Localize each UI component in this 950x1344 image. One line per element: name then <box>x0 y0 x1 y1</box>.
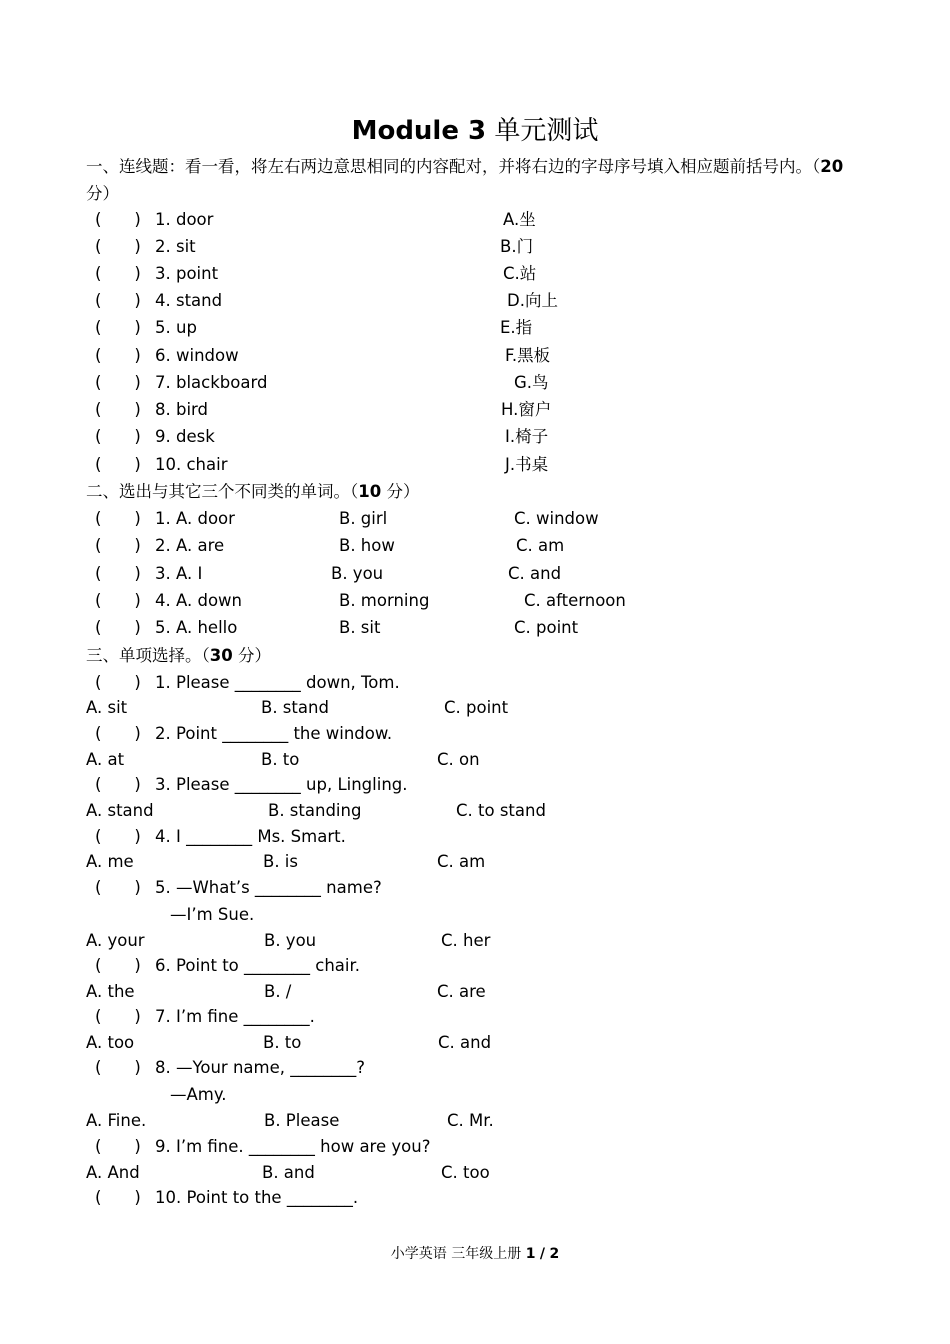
match-option: F.黑板 <box>505 346 551 365</box>
answer-paren[interactable]: ( ) <box>95 373 141 392</box>
footer-subject: 小学英语 三年级上册 <box>390 1246 522 1262</box>
answer-paren[interactable]: ( ) <box>95 878 141 897</box>
option-b: B. to <box>263 1033 302 1052</box>
answer-paren[interactable]: ( ) <box>95 591 141 610</box>
answer-paren[interactable]: ( ) <box>95 1058 141 1077</box>
option-c: C. to stand <box>456 801 546 820</box>
section1-heading: 一、连线题：看一看，将左右两边意思相同的内容配对，并将右边的字母序号填入相应题前括号内。（20 分） <box>86 157 844 203</box>
option-a: 2. A. are <box>155 536 225 555</box>
answer-paren[interactable]: ( ) <box>95 210 141 229</box>
option-b: B. morning <box>339 591 430 610</box>
question-text: 1. Please ________ down, Tom. <box>155 673 400 692</box>
option-a: 5. A. hello <box>155 618 238 637</box>
match-word: 5. up <box>155 318 197 337</box>
match-word: 4. stand <box>155 291 223 310</box>
option-b: B. is <box>263 852 298 871</box>
option-a: A. the <box>86 982 135 1001</box>
answer-paren[interactable]: ( ) <box>95 237 141 256</box>
question-text: 5. —What’s ________ name? <box>155 878 382 897</box>
option-c: C. am <box>437 852 486 871</box>
answer-paren[interactable]: ( ) <box>95 346 141 365</box>
answer-paren[interactable]: ( ) <box>95 564 141 583</box>
page-separator: / <box>539 1246 546 1262</box>
answer-paren[interactable]: ( ) <box>95 291 141 310</box>
answer-paren[interactable]: ( ) <box>95 724 141 743</box>
page-number: 1 <box>525 1246 536 1262</box>
question-response: —Amy. <box>170 1085 227 1104</box>
option-a: 3. A. I <box>155 564 203 583</box>
option-b: B. / <box>264 982 292 1001</box>
option-c: C. window <box>514 509 599 528</box>
answer-paren[interactable]: ( ) <box>95 536 141 555</box>
option-a: A. And <box>86 1163 140 1182</box>
option-c: C. are <box>437 982 486 1001</box>
match-word: 8. bird <box>155 400 209 419</box>
answer-paren[interactable]: ( ) <box>95 318 141 337</box>
option-b: B. Please <box>264 1111 340 1130</box>
section2-heading: 二、选出与其它三个不同类的单词。（10 分） <box>86 482 420 501</box>
section2-score: 10 <box>358 482 382 501</box>
match-option: B.门 <box>500 237 534 256</box>
answer-paren[interactable]: ( ) <box>95 827 141 846</box>
page-footer <box>0 1244 950 1264</box>
option-c: C. point <box>514 618 579 637</box>
option-a: A. too <box>86 1033 135 1052</box>
option-c: C. am <box>516 536 565 555</box>
question-text: 9. I’m fine. ________ how are you? <box>155 1137 431 1156</box>
option-a: A. me <box>86 852 134 871</box>
match-word: 3. point <box>155 264 219 283</box>
option-c: C. her <box>441 931 491 950</box>
question-text: 6. Point to ________ chair. <box>155 956 360 975</box>
match-word: 10. chair <box>155 455 228 474</box>
answer-paren[interactable]: ( ) <box>95 1007 141 1026</box>
match-word: 2. sit <box>155 237 196 256</box>
answer-paren[interactable]: ( ) <box>95 775 141 794</box>
section3-heading: 三、单项选择。（30 分） <box>86 646 271 665</box>
option-b: B. you <box>264 931 317 950</box>
option-c: C. Mr. <box>447 1111 494 1130</box>
question-text: 8. —Your name, ________? <box>155 1058 365 1077</box>
match-word: 9. desk <box>155 427 215 446</box>
option-b: B. standing <box>268 801 362 820</box>
title-module: Module 3 <box>351 116 487 146</box>
question-text: 4. I ________ Ms. Smart. <box>155 827 346 846</box>
answer-paren[interactable]: ( ) <box>95 956 141 975</box>
question-text: 7. I’m fine ________. <box>155 1007 315 1026</box>
option-a: 1. A. door <box>155 509 235 528</box>
answer-paren[interactable]: ( ) <box>95 400 141 419</box>
option-c: C. and <box>508 564 562 583</box>
page-total: 2 <box>549 1246 560 1262</box>
match-option: H.窗户 <box>501 400 552 419</box>
answer-paren[interactable]: ( ) <box>95 1188 141 1207</box>
option-b: B. girl <box>339 509 388 528</box>
option-a: A. Fine. <box>86 1111 147 1130</box>
match-option: E.指 <box>500 318 533 337</box>
answer-paren[interactable]: ( ) <box>95 618 141 637</box>
section3-score: 30 <box>209 646 233 665</box>
question-response: —I’m Sue. <box>170 905 255 924</box>
option-a: A. your <box>86 931 145 950</box>
answer-paren[interactable]: ( ) <box>95 509 141 528</box>
option-c: C. point <box>444 698 509 717</box>
match-option: G.鸟 <box>514 373 549 392</box>
page-title <box>0 114 950 148</box>
option-c: C. on <box>437 750 480 769</box>
option-c: C. too <box>441 1163 490 1182</box>
match-option: J.书桌 <box>505 455 549 474</box>
option-a: 4. A. down <box>155 591 242 610</box>
answer-paren[interactable]: ( ) <box>95 673 141 692</box>
option-a: A. sit <box>86 698 128 717</box>
option-b: B. to <box>261 750 300 769</box>
answer-paren[interactable]: ( ) <box>95 427 141 446</box>
option-b: B. you <box>331 564 384 583</box>
answer-paren[interactable]: ( ) <box>95 455 141 474</box>
title-unit-test: 单元测试 <box>494 116 599 146</box>
option-a: A. stand <box>86 801 154 820</box>
question-text: 10. Point to the ________. <box>155 1188 359 1207</box>
option-b: B. and <box>262 1163 315 1182</box>
match-option: A.坐 <box>503 210 536 229</box>
option-c: C. afternoon <box>524 591 626 610</box>
option-b: B. how <box>339 536 395 555</box>
option-b: B. sit <box>339 618 381 637</box>
question-text: 3. Please ________ up, Lingling. <box>155 775 408 794</box>
match-word: 7. blackboard <box>155 373 268 392</box>
match-word: 6. window <box>155 346 239 365</box>
option-a: A. at <box>86 750 125 769</box>
match-option: C.站 <box>503 264 537 283</box>
question-text: 2. Point ________ the window. <box>155 724 393 743</box>
option-b: B. stand <box>261 698 329 717</box>
match-option: D.向上 <box>507 291 558 310</box>
match-option: I.椅子 <box>505 427 549 446</box>
option-c: C. and <box>438 1033 492 1052</box>
match-word: 1. door <box>155 210 214 229</box>
answer-paren[interactable]: ( ) <box>95 1137 141 1156</box>
answer-paren[interactable]: ( ) <box>95 264 141 283</box>
section1-score: 20 <box>820 157 844 176</box>
